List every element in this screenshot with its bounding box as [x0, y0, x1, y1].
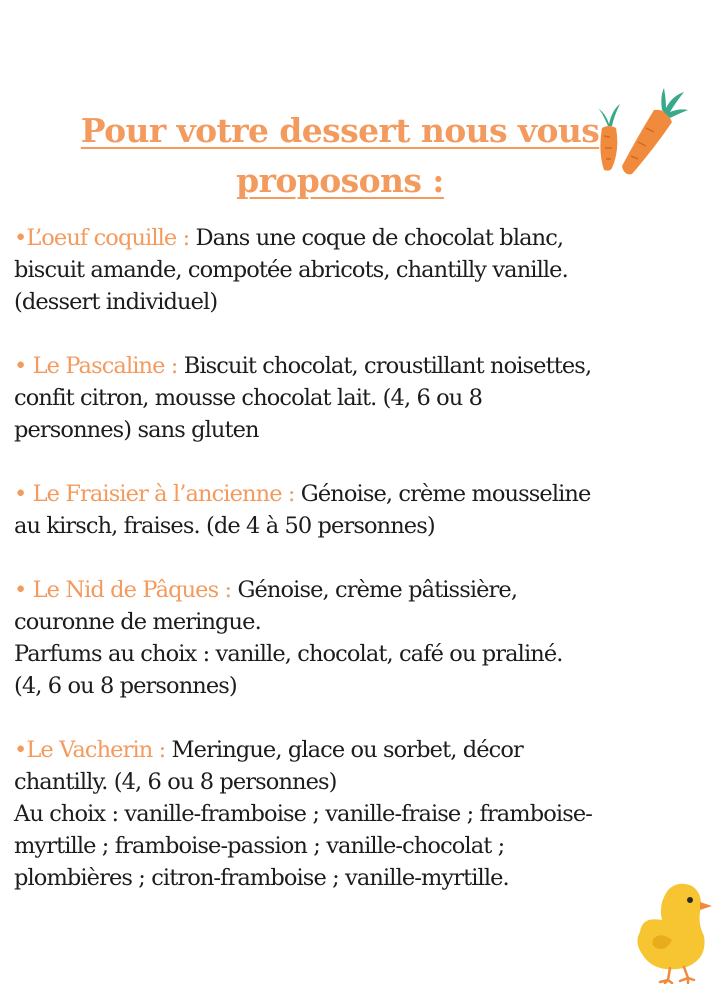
dessert-name: • Le Nid de Pâques : [14, 577, 238, 603]
dessert-description-line: (dessert individuel) [14, 289, 218, 315]
title-line-1: Pour votre dessert nous vous [80, 111, 600, 151]
title-line-2: proposons : [236, 161, 444, 201]
dessert-description-line: Dans une coque de chocolat blanc, [195, 225, 564, 251]
dessert-vacherin [14, 734, 714, 894]
carrots-icon [590, 86, 690, 182]
dessert-nid-de-paques [14, 574, 714, 702]
dessert-description-line: confit citron, mousse chocolat lait. (4, 6 ou 8 [14, 385, 483, 411]
dessert-description-line: au kirsch, fraises. (de 4 à 50 personnes) [14, 513, 435, 539]
dessert-description-line: Biscuit chocolat, croustillant noisettes, [183, 353, 592, 379]
dessert-description-line: chantilly. (4, 6 ou 8 personnes) [14, 769, 337, 795]
dessert-description-line: biscuit amande, compotée abricots, chantilly vanille. [14, 257, 568, 283]
dessert-name: • Le Pascaline : [14, 353, 184, 379]
dessert-description-line: personnes) sans gluten [14, 417, 259, 443]
dessert-description-line: Génoise, crème pâtissière, [237, 577, 518, 603]
dessert-description-line: (4, 6 ou 8 personnes) [14, 673, 237, 699]
dessert-oeuf-coquille [14, 222, 714, 318]
dessert-pascaline [14, 350, 714, 446]
dessert-description-line: myrtille ; framboise-passion ; vanille-chocolat ; [14, 833, 505, 859]
page-title [40, 106, 640, 206]
dessert-description-line: Parfums au choix : vanille, chocolat, café ou praliné. [14, 641, 563, 667]
dessert-description-line: plombières ; citron-framboise ; vanille-myrtille. [14, 865, 509, 891]
chick-icon [632, 876, 716, 984]
dessert-description-line: Meringue, glace ou sorbet, décor [171, 737, 523, 763]
dessert-name: • Le Fraisier à l’ancienne : [14, 481, 301, 507]
dessert-list [14, 222, 714, 926]
dessert-name: •Le Vacherin : [14, 737, 172, 763]
dessert-description-line: Génoise, crème mousseline [300, 481, 591, 507]
dessert-description-line: couronne de meringue. [14, 609, 261, 635]
dessert-name: •L’oeuf coquille : [14, 225, 196, 251]
dessert-description-line: Au choix : vanille-framboise ; vanille-fraise ; framboise- [14, 801, 592, 827]
dessert-fraisier [14, 478, 714, 542]
